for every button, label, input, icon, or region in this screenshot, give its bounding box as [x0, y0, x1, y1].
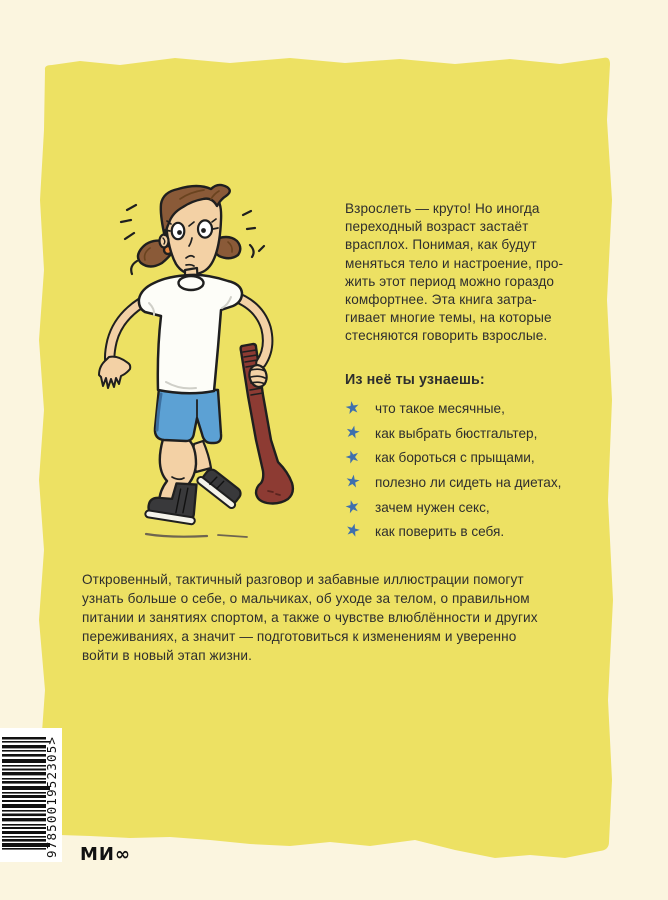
outro-paragraph	[82, 570, 538, 665]
barcode	[0, 728, 62, 862]
intro-line: меняться тело и настроение, про-	[345, 255, 564, 271]
star-icon: ★	[342, 519, 363, 543]
intro-line: комфортнее. Эта книга затра-	[345, 292, 537, 308]
star-icon: ★	[343, 470, 362, 493]
outro-line: питании и занятиях спортом, а также о чувстве влюблённости и других	[82, 610, 538, 625]
outro-line: войти в новый этап жизни.	[82, 648, 252, 663]
barcode-number: 9785001952305>	[44, 735, 59, 858]
list-item-label: как выбрать бюстгальтер,	[375, 425, 538, 441]
list-heading: Из неё ты узнаешь:	[345, 372, 485, 388]
intro-line: гивает многие темы, на которые	[345, 310, 552, 326]
intro-paragraph	[345, 200, 563, 346]
outro-line: переживаниях, а значит — подготовиться к изменениям и уверенно	[82, 629, 517, 644]
shorts	[155, 388, 221, 443]
outro-line: Откровенный, тактичный разговор и забавные иллюстрации помогут	[82, 572, 524, 587]
list-item	[345, 470, 561, 495]
star-icon: ★	[343, 420, 363, 444]
star-icon: ★	[342, 445, 363, 470]
list-item	[345, 396, 561, 421]
list-item-label: что такое месячные,	[375, 400, 505, 416]
star-icon: ★	[343, 396, 362, 420]
intro-line: жить этот период можно гораздо	[345, 273, 555, 289]
outro-line: узнать больше о себе, о мальчиках, об уходе за телом, о правильном	[82, 591, 530, 606]
intro-line: стесняются говорить взрослые.	[345, 328, 548, 344]
list-item	[342, 495, 561, 520]
list-item	[345, 421, 561, 446]
list-item	[342, 445, 561, 470]
list-item-label: зачем нужен секс,	[375, 499, 490, 515]
star-icon: ★	[342, 495, 363, 519]
learn-list	[342, 396, 562, 544]
collar	[179, 276, 204, 290]
intro-line: переходный возраст застаёт	[345, 219, 529, 235]
list-item-label: как бороться с прыщами,	[375, 450, 535, 466]
intro-line: врасплох. Понимая, как будут	[345, 237, 537, 253]
list-item-label: как поверить в себя.	[375, 524, 505, 540]
publisher-logo: МИ∞	[80, 844, 131, 865]
list-item-label: полезно ли сидеть на диетах,	[375, 474, 562, 490]
intro-line: Взрослеть — круто! Но иногда	[345, 201, 540, 216]
list-item	[342, 519, 561, 544]
